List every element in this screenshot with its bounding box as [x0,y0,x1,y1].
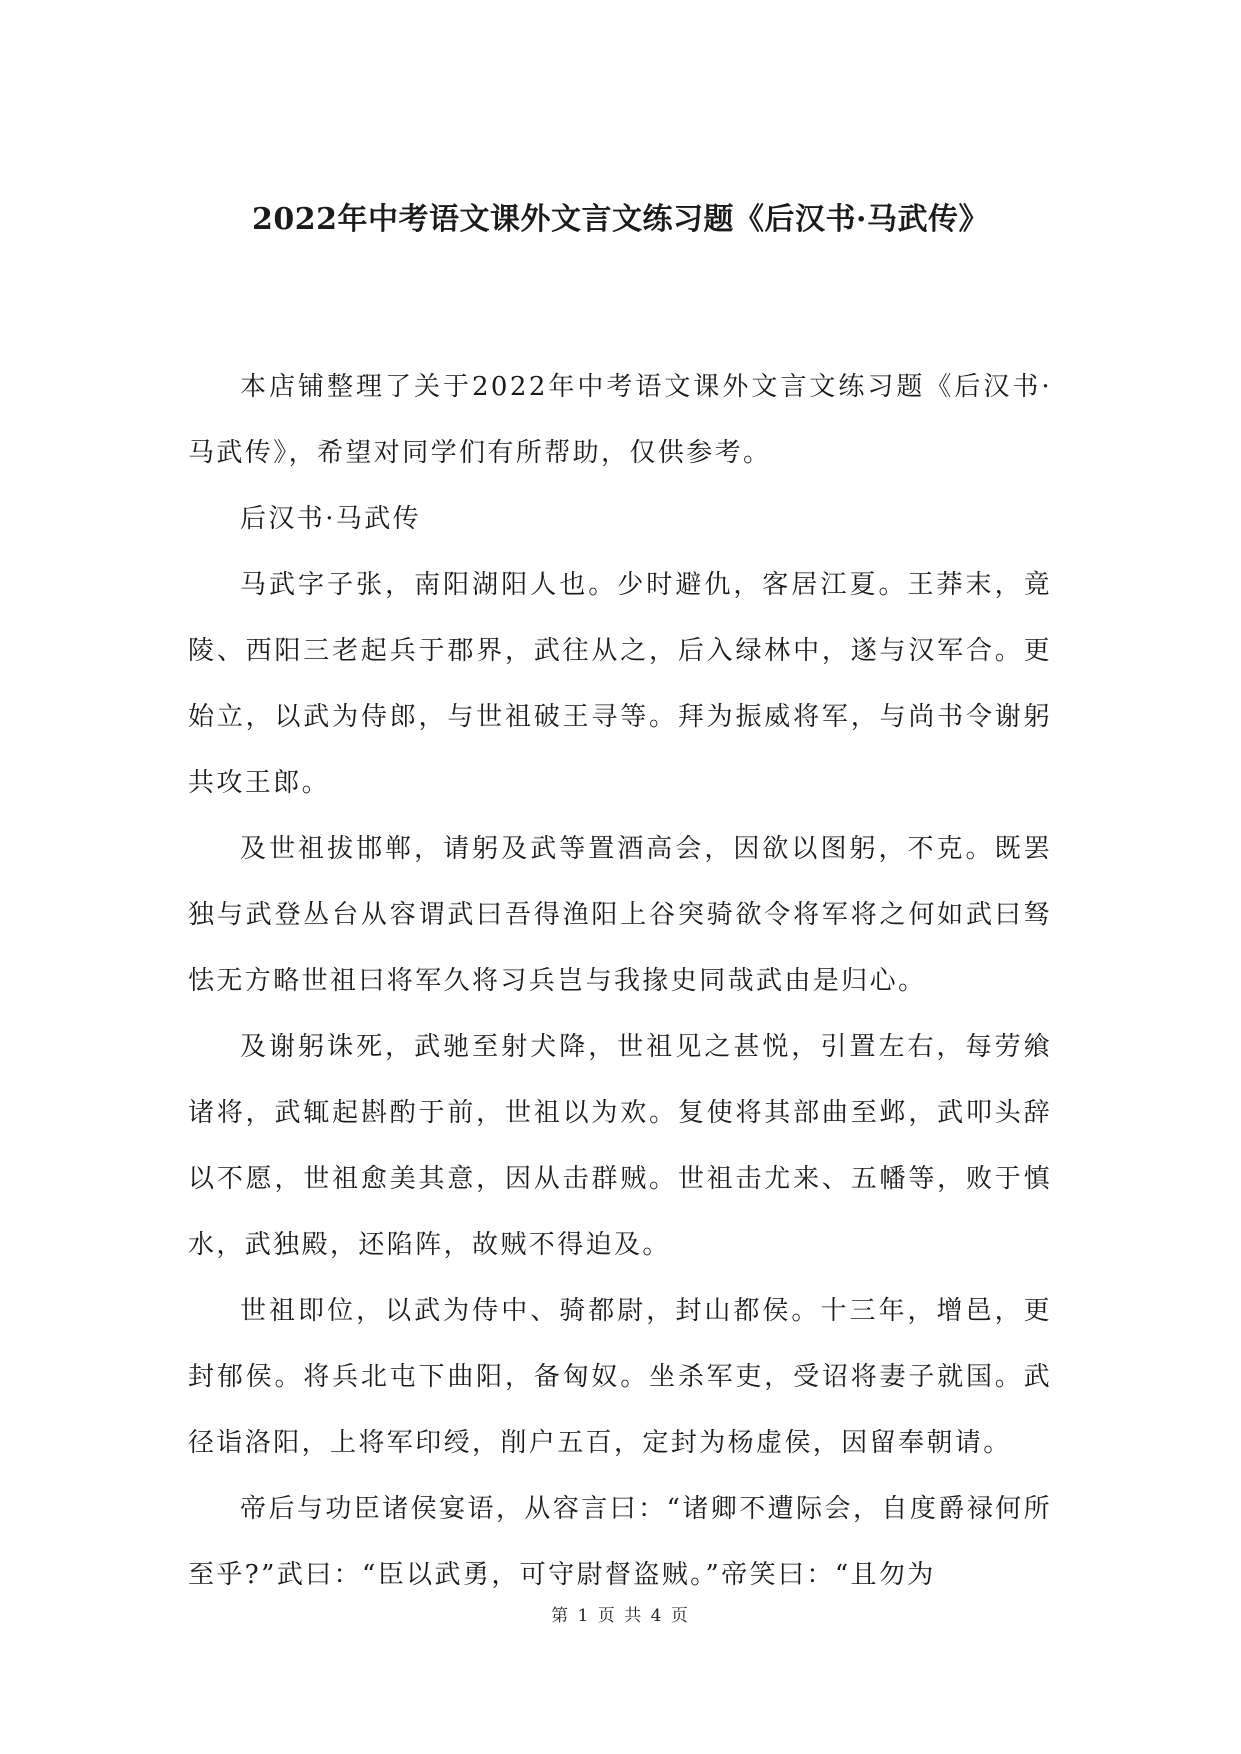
document-body [188,354,1052,1608]
paragraph-intro: 本店铺整理了关于2022年中考语文课外文言文练习题《后汉书·马武传》，希望对同学们有所帮助，仅供参考。 [188,372,1052,468]
paragraph: 世祖即位，以武为侍中、骑都尉，封山都侯。十三年，增邑，更封郁侯。将兵北屯下曲阳，备匈奴。坐杀军吏，受诏将妻子就国。武径诣洛阳，上将军印绶，削户五百，定封为杨虚侯，因留奉朝请。 [188,1296,1052,1458]
document-title: 2022年中考语文课外文言文练习题《后汉书·马武传》 [252,202,989,237]
paragraph: 马武字子张，南阳湖阳人也。少时避仇，客居江夏。王莽末，竟陵、西阳三老起兵于郡界，武往从之，后入绿林中，遂与汉军合。更始立，以武为侍郎，与世祖破王寻等。拜为振威将军，与尚书令谢躬共攻王郎。 [188,570,1052,798]
paragraph: 及世祖拔邯郸，请躬及武等置酒高会，因欲以图躬，不克。既罢独与武登丛台从容谓武曰吾得渔阳上谷突骑欲令将军将之何如武曰驽怯无方略世祖曰将军久将习兵岂与我掾史同哉武由是归心。 [188,834,1052,996]
page-number-footer: 第 1 页 共 4 页 [551,1606,690,1626]
paragraph-section-heading: 后汉书·马武传 [240,504,422,534]
paragraph: 及谢躬诛死，武驰至射犬降，世祖见之甚悦，引置左右，每劳飨诸将，武辄起斟酌于前，世祖以为欢。复使将其部曲至邺，武叩头辞以不愿，世祖愈美其意，因从击群贼。世祖击尤来、五幡等，败于慎水，武独殿，还陷阵，故贼不得迫及。 [188,1032,1052,1260]
paragraph: 帝后与功臣诸侯宴语，从容言曰：“诸卿不遭际会，自度爵禄何所至乎?”武曰：“臣以武勇，可守尉督盗贼。”帝笑曰：“且勿为 [188,1494,1052,1590]
